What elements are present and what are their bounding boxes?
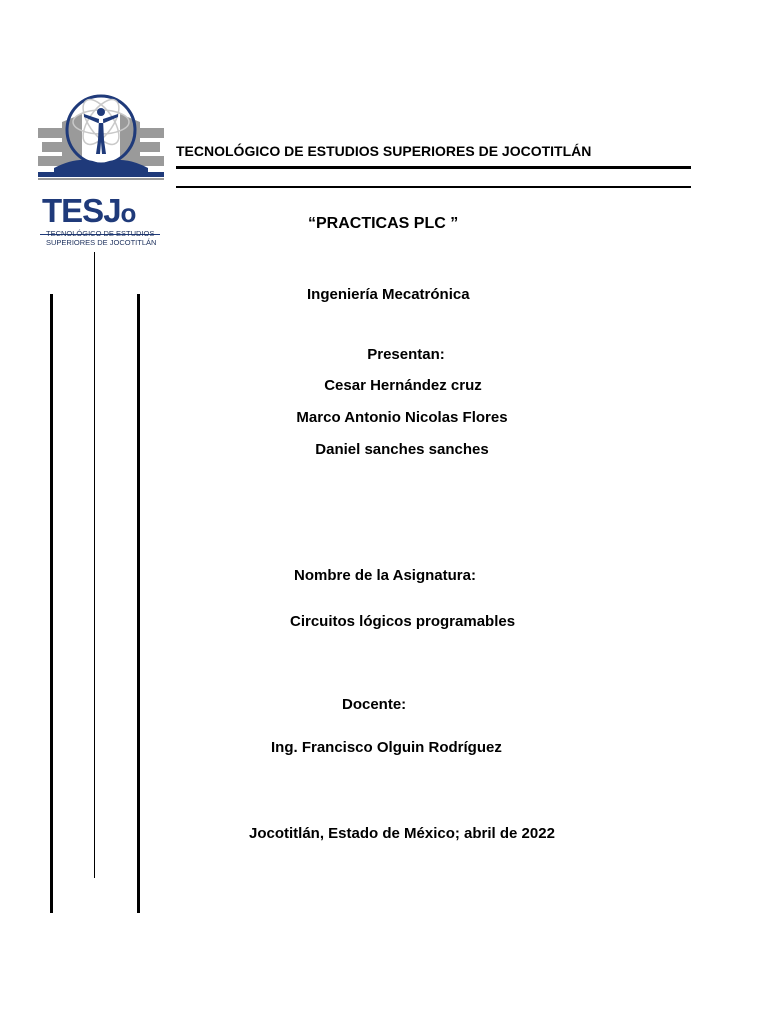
logo-word-tes: TES bbox=[42, 192, 104, 229]
subject-label: Nombre de la Asignatura: bbox=[294, 567, 476, 584]
career-name: Ingeniería Mecatrónica bbox=[307, 286, 470, 303]
logo-subtitle-line1: TECNOLÓGICO DE ESTUDIOS bbox=[46, 229, 155, 238]
header-rule-bottom bbox=[176, 186, 691, 188]
teacher-value: Ing. Francisco Olguin Rodríguez bbox=[271, 739, 502, 756]
logo-wordmark bbox=[42, 194, 135, 230]
subject-value: Circuitos lógicos programables bbox=[290, 613, 516, 630]
logo-word-o: o bbox=[120, 198, 136, 228]
logo-subtitle-line2: SUPERIORES DE JOCOTITLÁN bbox=[46, 238, 157, 247]
header-rule-top bbox=[176, 166, 691, 169]
document-title: “PRACTICAS PLC ” bbox=[308, 215, 459, 232]
logo-word-j: J bbox=[103, 192, 121, 229]
vertical-line-right bbox=[137, 294, 140, 913]
vertical-line-left bbox=[50, 294, 53, 913]
presenter-name: Daniel sanches sanches bbox=[315, 441, 489, 458]
presenters-label: Presentan: bbox=[367, 346, 445, 363]
presenter-name: Cesar Hernández cruz bbox=[324, 377, 482, 394]
vertical-line-thin bbox=[94, 252, 95, 878]
institution-name: TECNOLÓGICO DE ESTUDIOS SUPERIORES DE JOCOTITLÁN bbox=[176, 143, 592, 159]
place-date: Jocotitlán, Estado de México; abril de 2022 bbox=[249, 825, 555, 842]
teacher-label: Docente: bbox=[342, 696, 407, 713]
human-figure-icon bbox=[84, 108, 118, 154]
presenter-name: Marco Antonio Nicolas Flores bbox=[296, 409, 508, 426]
